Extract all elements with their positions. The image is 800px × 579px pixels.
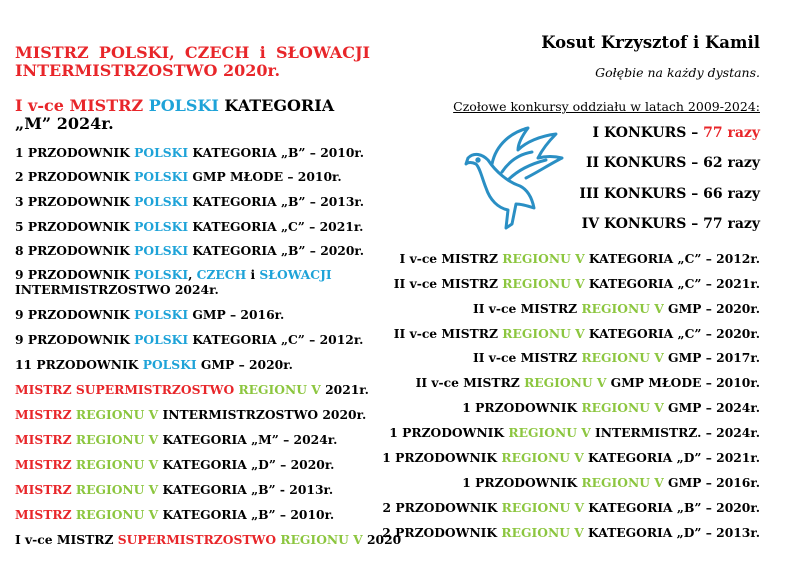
- item-region: REGIONU V: [75, 507, 159, 522]
- item-text: 2 PRZODOWNIK: [382, 500, 502, 515]
- item-title: MISTRZ: [15, 407, 76, 422]
- list-item: [15, 507, 334, 522]
- contest-count: 62 razy: [703, 155, 760, 171]
- list-item: [462, 475, 760, 490]
- item-text: I v-ce MISTRZ: [15, 532, 118, 547]
- contest-label: III KONKURS –: [579, 186, 704, 202]
- list-item: [15, 145, 364, 160]
- list-item: [15, 243, 364, 258]
- item-title: MISTRZ: [15, 457, 76, 472]
- item-region: REGIONU V: [502, 276, 585, 291]
- item-text: ,: [188, 267, 197, 282]
- item-text: GMP MŁODE – 2010r.: [188, 169, 342, 184]
- page-title: Kosut Krzysztof i Kamil: [541, 33, 760, 52]
- item-text: 1 PRZODOWNIK: [15, 145, 135, 160]
- item-text: KATEGORIA „M” – 2024r.: [158, 432, 338, 447]
- item-text: I v-ce MISTRZ: [399, 251, 503, 266]
- item-highlight: POLSKI: [134, 145, 189, 160]
- list-item: [389, 425, 760, 440]
- item-text: 9 PRZODOWNIK: [15, 267, 135, 282]
- contest-item: [582, 216, 760, 232]
- list-item: [400, 251, 760, 266]
- item-text: KATEGORIA „C” – 2021r.: [188, 219, 364, 234]
- list-item: [15, 267, 332, 282]
- item-highlight: POLSKI: [134, 243, 189, 258]
- item-text: 1 PRZODOWNIK: [382, 450, 502, 465]
- item-text: 2021r.: [320, 382, 369, 397]
- item-region: REGIONU V: [280, 532, 363, 547]
- item-region: REGIONU V: [524, 375, 607, 390]
- item-text: KATEGORIA „B” – 2013r.: [188, 194, 365, 209]
- item-text: GMP – 2020r.: [663, 301, 760, 316]
- list-item: [15, 457, 334, 472]
- item-text: KATEGORIA „C” – 2012r.: [584, 251, 760, 266]
- item-text: 5 PRZODOWNIK: [15, 219, 135, 234]
- list-item: [473, 301, 760, 316]
- contest-count: 77 razy: [703, 216, 760, 232]
- list-item: [15, 194, 364, 209]
- item-title: SUPERMISTRZOSTWO: [117, 532, 277, 547]
- contest-item: [579, 186, 760, 202]
- list-item: [15, 169, 342, 184]
- item-region: REGIONU V: [581, 350, 664, 365]
- item-highlight: POLSKI: [134, 194, 189, 209]
- item-region: REGIONU V: [581, 475, 664, 490]
- item-highlight: POLSKI: [134, 219, 189, 234]
- list-item: [382, 450, 760, 465]
- contest-count: 77 razy: [703, 125, 760, 141]
- heading-second-part-a: I v-ce MISTRZ: [15, 96, 149, 115]
- list-item: [382, 525, 760, 540]
- list-item: [462, 400, 760, 415]
- list-item: [394, 276, 760, 291]
- contest-item: [593, 125, 760, 141]
- item-text: GMP – 2016r.: [188, 307, 285, 322]
- item-text: II v-ce MISTRZ: [393, 326, 503, 341]
- item-text: II v-ce MISTRZ: [472, 350, 582, 365]
- contest-label: I KONKURS –: [592, 125, 704, 141]
- subtitle: Gołębie na każdy dystans.: [595, 65, 760, 80]
- list-item: [15, 432, 337, 447]
- item-text: 8 PRZODOWNIK: [15, 243, 135, 258]
- item-text: 9 PRZODOWNIK: [15, 307, 135, 322]
- item-region: REGIONU V: [502, 251, 585, 266]
- item-text: 11 PRZODOWNIK: [15, 357, 143, 372]
- item-text: GMP – 2024r.: [663, 400, 760, 415]
- item-text: 2020: [362, 532, 402, 547]
- contest-label: IV KONKURS –: [581, 216, 704, 232]
- item-title: MISTRZ: [15, 432, 76, 447]
- item-text: i: [246, 267, 260, 282]
- item-text: KATEGORIA „B” - 2013r.: [158, 482, 334, 497]
- item-highlight: CZECH: [196, 267, 247, 282]
- item-region: REGIONU V: [75, 407, 159, 422]
- item-text: 2 PRZODOWNIK: [382, 525, 502, 540]
- item-text: KATEGORIA „C” – 2021r.: [584, 276, 760, 291]
- item-title: MISTRZ: [15, 482, 76, 497]
- list-item: [394, 326, 760, 341]
- item-text: II v-ce MISTRZ: [415, 375, 525, 390]
- heading-main: MISTRZ POLSKI, CZECH i SŁOWACJI INTERMISTRZOSTWO 2020r.: [15, 43, 370, 80]
- item-text: 1 PRZODOWNIK: [389, 425, 509, 440]
- item-region: REGIONU V: [238, 382, 321, 397]
- item-highlight: SŁOWACJI: [259, 267, 332, 282]
- item-text: INTERMISTRZ. – 2024r.: [590, 425, 760, 440]
- list-item: [416, 375, 760, 390]
- item-region: REGIONU V: [581, 400, 664, 415]
- item-text: KATEGORIA „B” – 2010r.: [188, 145, 365, 160]
- contest-count: 66 razy: [703, 186, 760, 202]
- item-text: KATEGORIA „C” – 2012r.: [188, 332, 364, 347]
- list-item: [15, 532, 401, 547]
- item-text: KATEGORIA „C” – 2020r.: [584, 326, 760, 341]
- item-highlight: POLSKI: [134, 267, 189, 282]
- item-text: 2 PRZODOWNIK: [15, 169, 135, 184]
- dove-icon: [462, 124, 566, 234]
- heading-second-part-c: KATEGORIA „M” 2024r.: [15, 96, 335, 133]
- list-item: [15, 357, 293, 372]
- list-item: [15, 332, 363, 347]
- item-text: KATEGORIA „D” – 2013r.: [583, 525, 760, 540]
- list-item: [383, 500, 760, 515]
- item-region: REGIONU V: [581, 301, 664, 316]
- item-text: KATEGORIA „B” – 2020r.: [188, 243, 365, 258]
- list-item: [15, 482, 333, 497]
- item-text: KATEGORIA „D” – 2020r.: [158, 457, 335, 472]
- item-text: KATEGORIA „B” – 2010r.: [158, 507, 335, 522]
- item-highlight: POLSKI: [134, 307, 189, 322]
- item-text: GMP – 2017r.: [663, 350, 760, 365]
- item-text: GMP – 2020r.: [196, 357, 293, 372]
- item-title: MISTRZ SUPERMISTRZOSTWO: [15, 382, 239, 397]
- contest-label: II KONKURS –: [585, 155, 704, 171]
- item-region: REGIONU V: [501, 525, 584, 540]
- list-item: [15, 407, 366, 422]
- item-region: REGIONU V: [75, 457, 159, 472]
- item-region: REGIONU V: [75, 432, 159, 447]
- item-text: II v-ce MISTRZ: [393, 276, 503, 291]
- item-title: MISTRZ: [15, 507, 76, 522]
- item-region: REGIONU V: [75, 482, 159, 497]
- contests-heading: Czołowe konkursy oddziału w latach 2009-2024:: [453, 99, 760, 114]
- heading-second-part-b: POLSKI: [148, 96, 219, 115]
- item-region: REGIONU V: [501, 500, 585, 515]
- item-region: REGIONU V: [508, 425, 591, 440]
- list-item: [15, 382, 369, 397]
- item-highlight: POLSKI: [142, 357, 197, 372]
- contest-item: [586, 155, 760, 171]
- item-text: 1 PRZODOWNIK: [462, 475, 582, 490]
- item-text: KATEGORIA „B” – 2020r.: [584, 500, 760, 515]
- item-text: 3 PRZODOWNIK: [15, 194, 135, 209]
- item-text: GMP – 2016r.: [663, 475, 760, 490]
- item-highlight: POLSKI: [134, 332, 189, 347]
- item-region: REGIONU V: [502, 326, 585, 341]
- item-text: INTERMISTRZOSTWO 2020r.: [158, 407, 367, 422]
- list-item: [15, 219, 363, 234]
- item-text: 9 PRZODOWNIK: [15, 332, 135, 347]
- list-item: [15, 307, 284, 322]
- item-text: II v-ce MISTRZ: [472, 301, 582, 316]
- list-item: [473, 350, 760, 365]
- list-item-continuation: INTERMISTRZOSTWO 2024r.: [15, 282, 219, 297]
- item-text: 1 PRZODOWNIK: [462, 400, 582, 415]
- item-text: GMP MŁODE – 2010r.: [606, 375, 760, 390]
- heading-second: [15, 97, 370, 133]
- item-text: KATEGORIA „D” – 2021r.: [583, 450, 760, 465]
- item-highlight: POLSKI: [134, 169, 189, 184]
- item-region: REGIONU V: [501, 450, 584, 465]
